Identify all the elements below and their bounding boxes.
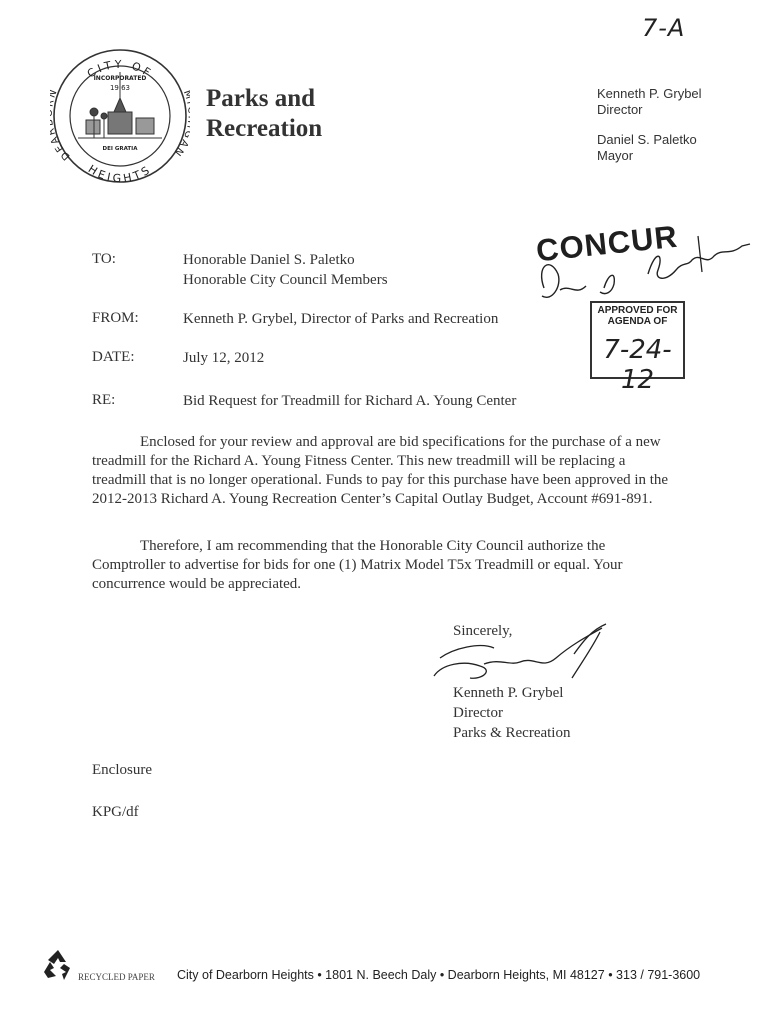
svg-text:MICHIGAN	[171, 89, 190, 159]
enclosure-note: Enclosure	[92, 762, 152, 778]
stamp-approved-title	[592, 305, 683, 327]
body-paragraph-2: Therefore, I am recommending that the Honorable City Council authorize the Comptroller to advertise for bids for one (1) Matrix Model T5x Treadmill or equal. Your concurrence would be appreciated.	[92, 538, 623, 592]
mayor-title: Mayor	[597, 148, 634, 163]
memo-from-label: FROM:	[92, 310, 139, 326]
svg-text:DEARBORN	[50, 87, 73, 162]
seal-year: 19 63	[109, 84, 131, 92]
seal-bottom-text: HEIGHTS	[85, 162, 155, 186]
memo-to-line2: Honorable City Council Members	[183, 272, 388, 288]
page-number: 7-A	[642, 14, 686, 42]
seal-motto: DEI GRATIA	[102, 146, 138, 152]
stamp-approved-line1: APPROVED FOR	[597, 305, 678, 316]
typist-initials: KPG/df	[92, 804, 139, 820]
memo-to-label: TO:	[92, 251, 116, 267]
department-name-line1: Parks and	[206, 85, 316, 112]
seal-top-text: CITY OF	[84, 57, 156, 81]
mayor-name: Daniel S. Paletko	[597, 132, 697, 147]
closing-block	[453, 683, 570, 743]
seal-town-illustration	[78, 72, 162, 138]
signer-department: Parks & Recreation	[453, 725, 571, 741]
officials-block	[597, 86, 702, 178]
memo-to-line1: Honorable Daniel S. Paletko	[183, 252, 355, 268]
director-title: Director	[597, 102, 643, 117]
memo-re-value: Bid Request for Treadmill for Richard A. Young Center	[183, 393, 517, 409]
concur-stamp: CONCUR	[534, 218, 680, 269]
body-paragraph-1: Enclosed for your review and approval are bid specifications for the purchase of a new treadmill for the Richard A. Young Fitness Center. This new treadmill will be replacing a treadmill that is no longer operational. Funds to pay for this purchase have been approved in the 2012-2013 Richard A. Young Recreation Center’s Capital Outlay Budget, Account #691-891.	[92, 434, 669, 507]
recycled-paper-label: RECYCLED PAPER	[78, 972, 155, 982]
department-name	[206, 84, 322, 144]
footer-address: City of Dearborn Heights • 1801 N. Beech Daly • Dearborn Heights, MI 48127 • 313 / 791-3600	[177, 968, 701, 982]
memo-to-value	[183, 250, 388, 290]
signer-name: Kenneth P. Grybel	[453, 685, 564, 701]
seal-incorporated: INCORPORATED	[93, 75, 147, 82]
stamp-agenda-date: 7-24-12	[603, 335, 672, 395]
stamp-approved-line2: AGENDA OF	[607, 316, 668, 327]
memo-from-value: Kenneth P. Grybel, Director of Parks and Recreation	[183, 311, 499, 327]
signer-title: Director	[453, 705, 503, 721]
agenda-approval-stamp	[590, 301, 685, 395]
recycle-icon	[40, 946, 76, 987]
memo-date-value: July 12, 2012	[183, 350, 265, 366]
seal-left-text: DE	[52, 140, 73, 162]
closing-salutation: Sincerely,	[453, 623, 513, 639]
department-name-line2: Recreation	[206, 115, 323, 142]
director-name: Kenneth P. Grybel	[597, 86, 702, 101]
city-seal	[50, 42, 190, 190]
seal-right-text: AN	[170, 137, 190, 160]
memo-date-label: DATE:	[92, 349, 135, 365]
memo-re-label: RE:	[92, 392, 116, 408]
